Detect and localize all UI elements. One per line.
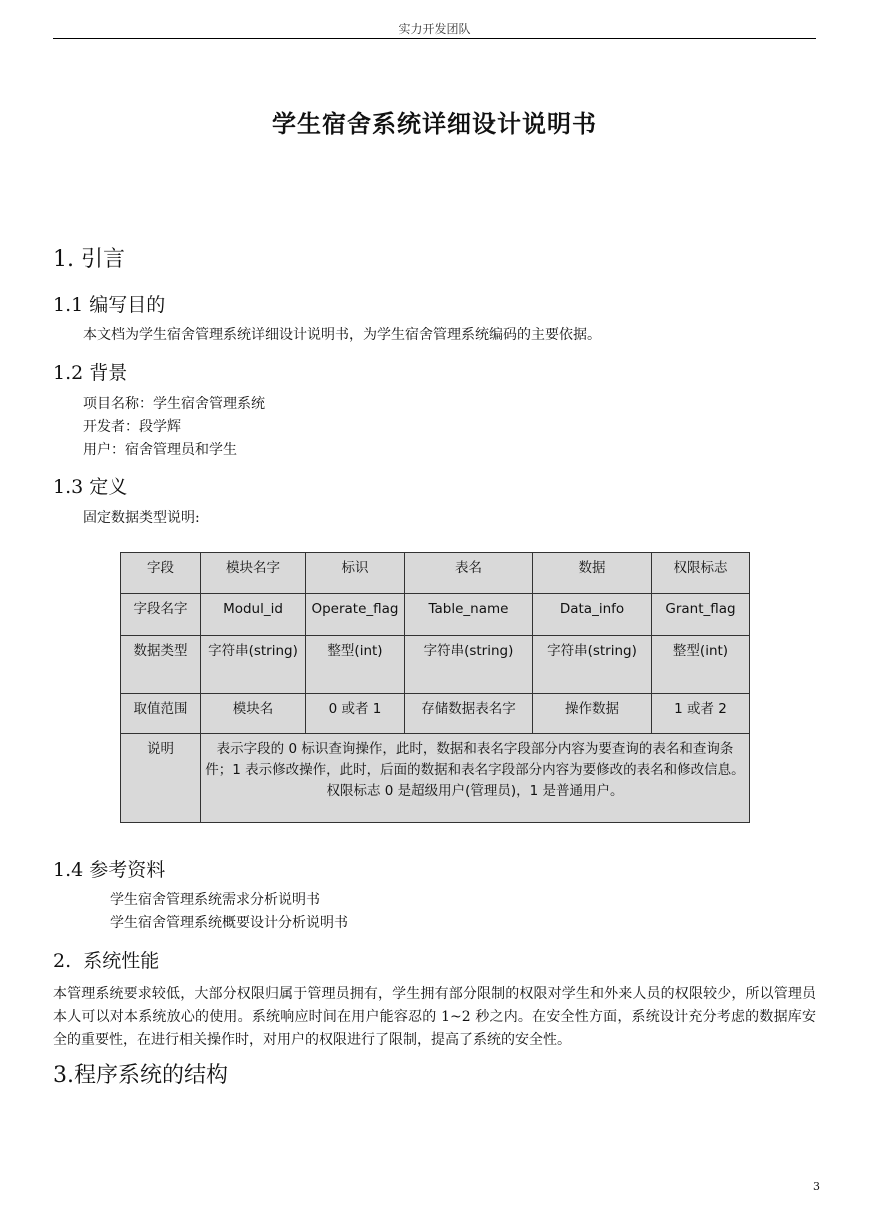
header-divider bbox=[53, 38, 816, 39]
background-users: 用户：宿舍管理员和学生 bbox=[83, 442, 237, 458]
definition-intro: 固定数据类型说明: bbox=[83, 510, 200, 526]
table-cell: 权限标志 bbox=[652, 553, 750, 594]
table-cell: 取值范围 bbox=[121, 694, 201, 734]
table-cell: 字符串(string) bbox=[405, 636, 533, 694]
table-cell: 数据 bbox=[533, 553, 652, 594]
table-cell: 模块名 bbox=[201, 694, 306, 734]
section-1-4-heading: 1.4 参考资料 bbox=[53, 859, 166, 881]
table-cell: 表名 bbox=[405, 553, 533, 594]
section-1-1-text: 本文档为学生宿舍管理系统详细设计说明书，为学生宿舍管理系统编码的主要依据。 bbox=[83, 327, 601, 343]
table-cell: 整型(int) bbox=[306, 636, 405, 694]
background-developer: 开发者：段学辉 bbox=[83, 419, 181, 435]
section-2-text: 本管理系统要求较低，大部分权限归属于管理员拥有，学生拥有部分限制的权限对学生和外来人员的权限较少，所以管理员本人可以对本系统放心的使用。系统响应时间在用户能容忍的 1~2 秒之内。在安全性方面，系统设计充分考虑的数据库安全的重要性，在进行相关操作时，对用户的权限进行了限制，提高了系统的安全性。 bbox=[53, 986, 816, 1048]
table-note-label: 说明 bbox=[121, 734, 201, 823]
reference-item: 学生宿舍管理系统需求分析说明书 bbox=[110, 892, 320, 908]
section-1-2-heading: 1.2 背景 bbox=[53, 362, 128, 384]
section-2-heading: 2. 系统性能 bbox=[53, 950, 160, 972]
table-cell: 字符串(string) bbox=[201, 636, 306, 694]
table-row bbox=[121, 694, 750, 734]
table-cell: 0 或者 1 bbox=[306, 694, 405, 734]
table-note-text: 表示字段的 0 标识查询操作，此时，数据和表名字段部分内容为要查询的表名和查询条件；1 表示修改操作，此时，后面的数据和表名字段部分内容为要修改的表名和修改信息。权限标志 0 是超级用户(管理员)，1 是普通用户。 bbox=[201, 734, 750, 823]
table-cell: Modul_id bbox=[201, 594, 306, 636]
table-cell: Table_name bbox=[405, 594, 533, 636]
table-row bbox=[121, 636, 750, 694]
table-cell: 标识 bbox=[306, 553, 405, 594]
table-cell: 字符串(string) bbox=[533, 636, 652, 694]
table-cell: Operate_flag bbox=[306, 594, 405, 636]
page-header: 实力开发团队 bbox=[398, 22, 471, 36]
table-cell: 操作数据 bbox=[533, 694, 652, 734]
table-cell: 存储数据表名字 bbox=[405, 694, 533, 734]
table-cell: 字段名字 bbox=[121, 594, 201, 636]
section-3-heading: 3.程序系统的结构 bbox=[53, 1063, 228, 1088]
table-row bbox=[121, 734, 750, 823]
table-cell: 1 或者 2 bbox=[652, 694, 750, 734]
reference-item: 学生宿舍管理系统概要设计分析说明书 bbox=[110, 915, 348, 931]
table-cell: 整型(int) bbox=[652, 636, 750, 694]
table-cell: 模块名字 bbox=[201, 553, 306, 594]
section-1-3-heading: 1.3 定义 bbox=[53, 476, 128, 498]
document-title: 学生宿舍系统详细设计说明书 bbox=[272, 110, 597, 138]
background-project-name: 项目名称：学生宿舍管理系统 bbox=[83, 396, 265, 412]
page-number: 3 bbox=[813, 1180, 820, 1193]
table-row bbox=[121, 594, 750, 636]
table-cell: Grant_flag bbox=[652, 594, 750, 636]
table-cell: Data_info bbox=[533, 594, 652, 636]
table-cell: 数据类型 bbox=[121, 636, 201, 694]
table-cell: 字段 bbox=[121, 553, 201, 594]
table-row bbox=[121, 553, 750, 594]
section-1-heading: 1. 引言 bbox=[53, 247, 125, 272]
data-type-table bbox=[120, 552, 750, 823]
section-1-1-heading: 1.1 编写目的 bbox=[53, 294, 166, 316]
